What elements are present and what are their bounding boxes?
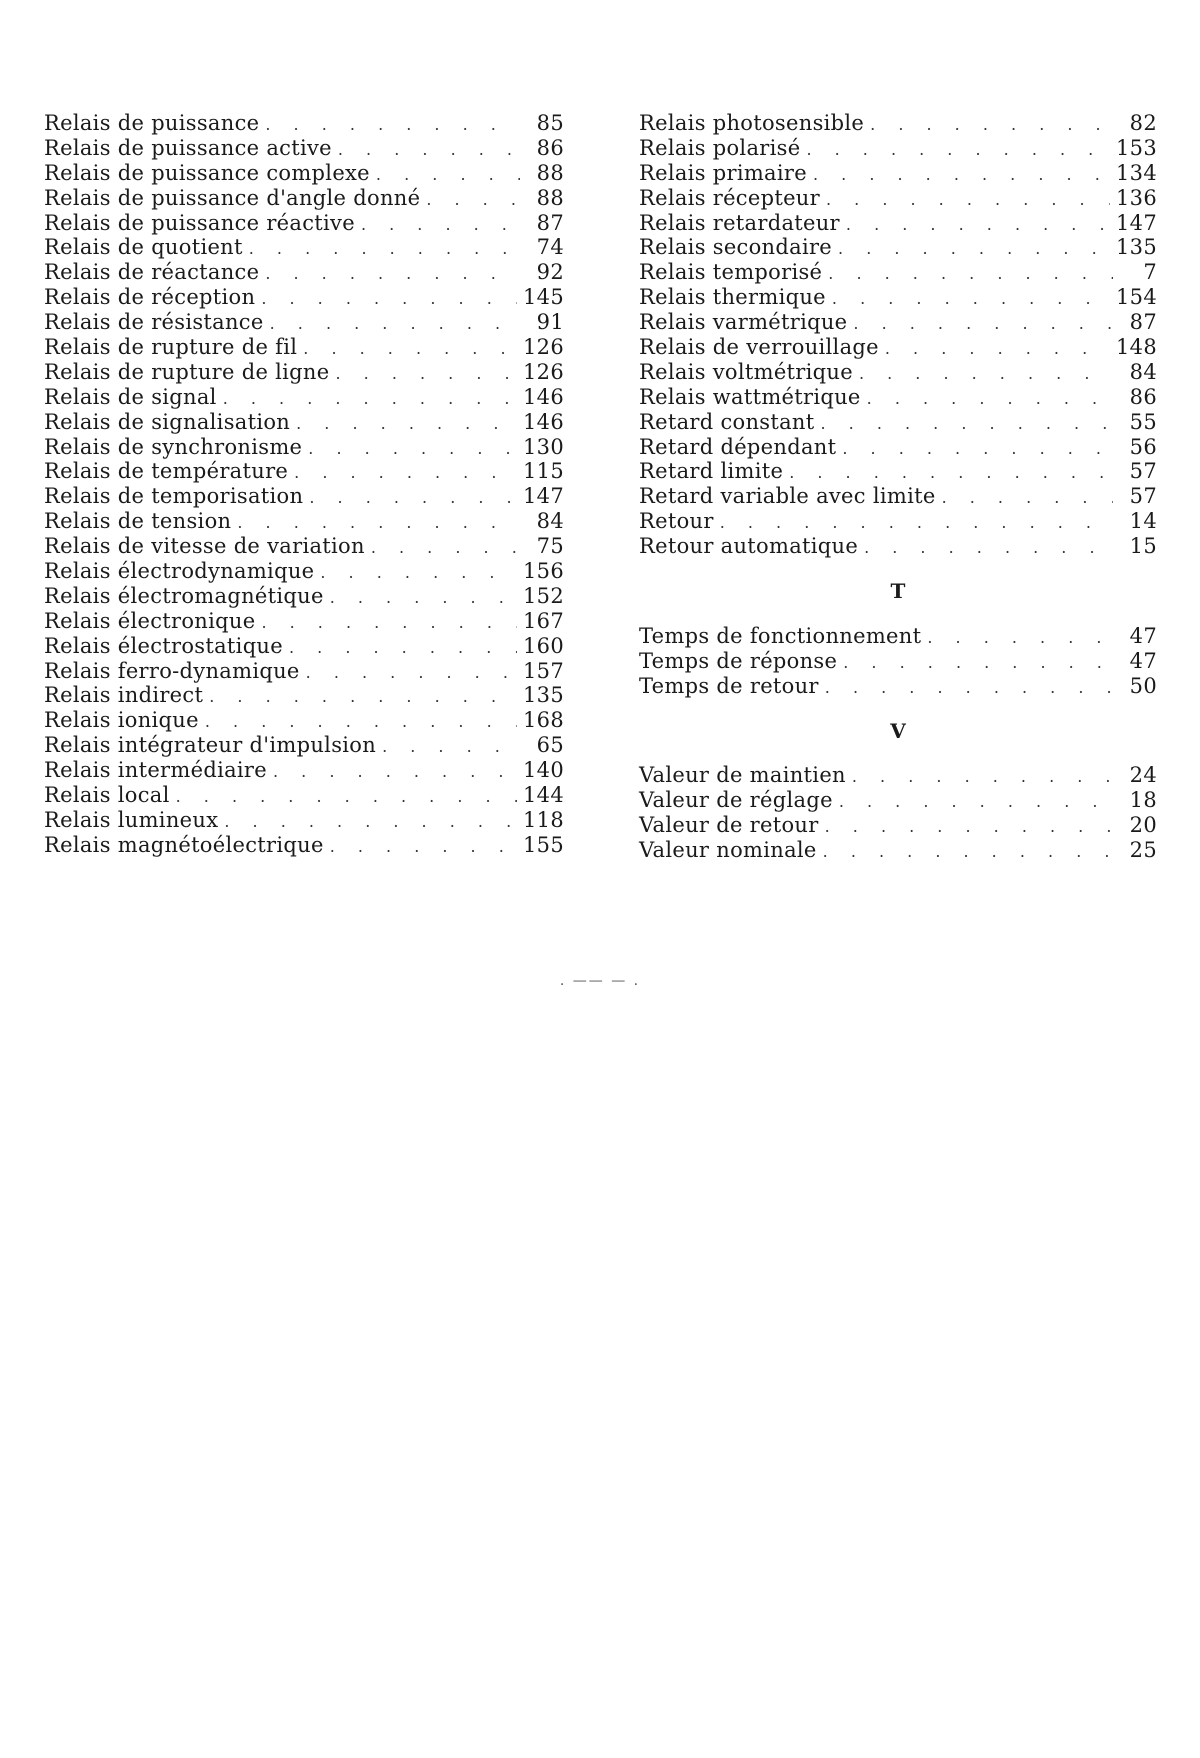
index-page-number: 55 bbox=[1119, 410, 1157, 435]
index-term: Relais de rupture de fil bbox=[44, 335, 297, 360]
index-page-number: 118 bbox=[523, 808, 564, 833]
index-term: Retard dépendant bbox=[639, 435, 836, 460]
index-entry bbox=[639, 674, 1157, 699]
index-term: Relais voltmétrique bbox=[639, 360, 853, 385]
index-entry bbox=[44, 509, 564, 534]
index-entry bbox=[639, 484, 1157, 509]
dot-leader bbox=[885, 337, 1110, 362]
index-entry bbox=[44, 136, 564, 161]
dot-leader bbox=[846, 213, 1110, 238]
dot-leader bbox=[838, 237, 1110, 262]
index-term: Relais lumineux bbox=[44, 808, 218, 833]
index-entry bbox=[44, 161, 564, 186]
index-entry bbox=[639, 788, 1157, 813]
section-heading-t: T bbox=[639, 579, 1157, 604]
index-term: Relais polarisé bbox=[639, 136, 800, 161]
index-entry bbox=[639, 136, 1157, 161]
index-term: Relais de quotient bbox=[44, 235, 243, 260]
index-entry bbox=[44, 708, 564, 733]
index-entry bbox=[639, 235, 1157, 260]
index-term: Relais électrodynamique bbox=[44, 559, 314, 584]
index-term: Valeur de retour bbox=[639, 813, 819, 838]
index-page-number: 152 bbox=[523, 584, 564, 609]
dot-leader bbox=[273, 760, 517, 785]
dot-leader bbox=[371, 536, 520, 561]
index-term: Relais de synchronisme bbox=[44, 435, 302, 460]
index-term: Relais de vitesse de variation bbox=[44, 534, 365, 559]
index-page-number: 115 bbox=[523, 459, 564, 484]
index-term: Relais de verrouillage bbox=[639, 335, 879, 360]
index-term: Retour automatique bbox=[639, 534, 858, 559]
dot-leader bbox=[249, 237, 520, 262]
index-entry bbox=[639, 186, 1157, 211]
index-entry bbox=[639, 211, 1157, 236]
index-page-number: 75 bbox=[526, 534, 564, 559]
index-entry bbox=[639, 624, 1157, 649]
index-term: Relais de signalisation bbox=[44, 410, 290, 435]
index-page-number: 86 bbox=[1119, 385, 1157, 410]
index-entry bbox=[44, 534, 564, 559]
index-entry bbox=[639, 360, 1157, 385]
index-term: Relais de puissance d'angle donné bbox=[44, 186, 420, 211]
index-term: Relais varmétrique bbox=[639, 310, 847, 335]
index-page-number: 56 bbox=[1119, 435, 1157, 460]
dot-leader bbox=[303, 337, 517, 362]
index-term: Temps de fonctionnement bbox=[639, 624, 921, 649]
index-entry bbox=[639, 260, 1157, 285]
index-entry bbox=[44, 235, 564, 260]
index-entry bbox=[44, 211, 564, 236]
dot-leader bbox=[205, 710, 517, 735]
index-page-number: 148 bbox=[1116, 335, 1157, 360]
section-heading-v: V bbox=[639, 719, 1157, 744]
index-page-number: 167 bbox=[523, 609, 564, 634]
dot-leader bbox=[927, 626, 1113, 651]
index-term: Valeur nominale bbox=[639, 838, 817, 863]
index-entry bbox=[44, 285, 564, 310]
index-term: Temps de retour bbox=[639, 674, 819, 699]
index-entry bbox=[639, 763, 1157, 788]
dot-leader bbox=[261, 287, 517, 312]
dot-leader bbox=[853, 312, 1113, 337]
index-section-v bbox=[639, 763, 1157, 863]
index-term: Valeur de maintien bbox=[639, 763, 846, 788]
index-term: Relais de tension bbox=[44, 509, 231, 534]
dot-leader bbox=[361, 213, 520, 238]
footer-mark: . —— — . bbox=[0, 973, 1200, 989]
index-page-number: 87 bbox=[526, 211, 564, 236]
index-entry bbox=[44, 584, 564, 609]
dot-leader bbox=[942, 486, 1113, 511]
index-entry bbox=[44, 659, 564, 684]
index-page-number: 91 bbox=[526, 310, 564, 335]
index-entry bbox=[44, 683, 564, 708]
index-entry bbox=[639, 649, 1157, 674]
index-entry bbox=[44, 111, 564, 136]
index-term: Relais temporisé bbox=[639, 260, 822, 285]
index-page-number: 147 bbox=[523, 484, 564, 509]
index-term: Relais de température bbox=[44, 459, 288, 484]
dot-leader bbox=[828, 262, 1113, 287]
spacer bbox=[639, 743, 1157, 763]
dot-leader bbox=[382, 735, 520, 760]
dot-leader bbox=[309, 486, 517, 511]
index-term: Relais de puissance réactive bbox=[44, 211, 355, 236]
index-term: Retour bbox=[639, 509, 714, 534]
index-page-number: 86 bbox=[526, 136, 564, 161]
index-page-number: 87 bbox=[1119, 310, 1157, 335]
index-page-number: 146 bbox=[523, 385, 564, 410]
index-page-number: 85 bbox=[526, 111, 564, 136]
index-entry bbox=[639, 385, 1157, 410]
index-page-number: 140 bbox=[523, 758, 564, 783]
index-term: Relais wattmétrique bbox=[639, 385, 861, 410]
index-entry bbox=[44, 310, 564, 335]
index-term: Relais de réactance bbox=[44, 260, 259, 285]
index-page-number: 57 bbox=[1119, 459, 1157, 484]
index-page-number: 144 bbox=[523, 783, 564, 808]
index-page-number: 25 bbox=[1119, 838, 1157, 863]
index-page-number: 88 bbox=[526, 161, 564, 186]
dot-leader bbox=[261, 611, 517, 636]
index-entry bbox=[639, 813, 1157, 838]
index-entry bbox=[639, 285, 1157, 310]
index-page bbox=[0, 0, 1200, 1758]
index-section-t bbox=[639, 624, 1157, 699]
index-term: Retard limite bbox=[639, 459, 783, 484]
index-term: Relais secondaire bbox=[639, 235, 832, 260]
dot-leader bbox=[813, 163, 1110, 188]
index-entry bbox=[44, 186, 564, 211]
index-term: Relais magnétoélectrique bbox=[44, 833, 324, 858]
index-entry bbox=[44, 783, 564, 808]
index-page-number: 74 bbox=[526, 235, 564, 260]
index-term: Retard constant bbox=[639, 410, 814, 435]
dot-leader bbox=[806, 138, 1110, 163]
index-entry bbox=[639, 111, 1157, 136]
index-entry bbox=[44, 559, 564, 584]
dot-leader bbox=[176, 785, 517, 810]
dot-leader bbox=[839, 790, 1113, 815]
index-term: Relais de temporisation bbox=[44, 484, 303, 509]
index-entry bbox=[639, 459, 1157, 484]
index-term: Relais retardateur bbox=[639, 211, 840, 236]
index-page-number: 156 bbox=[523, 559, 564, 584]
index-term: Relais ferro-dynamique bbox=[44, 659, 300, 684]
dot-leader bbox=[320, 561, 517, 586]
dot-leader bbox=[820, 412, 1113, 437]
index-term: Relais intégrateur d'impulsion bbox=[44, 733, 376, 758]
index-page-number: 20 bbox=[1119, 813, 1157, 838]
index-page-number: 84 bbox=[526, 509, 564, 534]
dot-leader bbox=[859, 362, 1113, 387]
index-entry bbox=[44, 360, 564, 385]
index-entry bbox=[44, 410, 564, 435]
index-term: Relais local bbox=[44, 783, 170, 808]
index-entry bbox=[44, 634, 564, 659]
index-entry bbox=[639, 435, 1157, 460]
index-term: Relais récepteur bbox=[639, 186, 820, 211]
dot-leader bbox=[294, 461, 517, 486]
index-page-number: 88 bbox=[526, 186, 564, 211]
index-entry bbox=[639, 410, 1157, 435]
index-page-number: 160 bbox=[523, 634, 564, 659]
index-column-left bbox=[44, 111, 564, 858]
index-page-number: 47 bbox=[1119, 624, 1157, 649]
index-term: Relais de résistance bbox=[44, 310, 264, 335]
index-term: Relais intermédiaire bbox=[44, 758, 267, 783]
index-page-number: 168 bbox=[523, 708, 564, 733]
dot-leader bbox=[832, 287, 1110, 312]
dot-leader bbox=[289, 636, 517, 661]
dot-leader bbox=[265, 262, 520, 287]
index-entry bbox=[44, 808, 564, 833]
dot-leader bbox=[209, 685, 517, 710]
index-term: Relais de puissance complexe bbox=[44, 161, 370, 186]
index-entry bbox=[44, 833, 564, 858]
index-entry bbox=[639, 335, 1157, 360]
index-entry bbox=[44, 260, 564, 285]
index-page-number: 157 bbox=[523, 659, 564, 684]
index-page-number: 47 bbox=[1119, 649, 1157, 674]
index-term: Relais de puissance bbox=[44, 111, 259, 136]
spacer bbox=[639, 604, 1157, 624]
index-page-number: 84 bbox=[1119, 360, 1157, 385]
index-page-number: 92 bbox=[526, 260, 564, 285]
index-entry bbox=[44, 459, 564, 484]
dot-leader bbox=[330, 835, 517, 860]
dot-leader bbox=[335, 362, 517, 387]
dot-leader bbox=[789, 461, 1113, 486]
dot-leader bbox=[224, 810, 517, 835]
spacer bbox=[639, 559, 1157, 579]
index-entry bbox=[639, 161, 1157, 186]
dot-leader bbox=[308, 437, 517, 462]
index-page-number: 134 bbox=[1116, 161, 1157, 186]
dot-leader bbox=[867, 387, 1113, 412]
index-column-right bbox=[639, 111, 1157, 863]
dot-leader bbox=[864, 536, 1113, 561]
index-entry bbox=[44, 435, 564, 460]
dot-leader bbox=[296, 412, 517, 437]
index-term: Relais de puissance active bbox=[44, 136, 332, 161]
index-page-number: 15 bbox=[1119, 534, 1157, 559]
index-term: Relais thermique bbox=[639, 285, 826, 310]
index-section-r bbox=[639, 111, 1157, 559]
dot-leader bbox=[870, 113, 1113, 138]
index-entry bbox=[44, 758, 564, 783]
index-term: Relais photosensible bbox=[639, 111, 864, 136]
index-page-number: 65 bbox=[526, 733, 564, 758]
index-page-number: 135 bbox=[523, 683, 564, 708]
index-term: Relais indirect bbox=[44, 683, 203, 708]
dot-leader bbox=[825, 815, 1113, 840]
index-entry bbox=[44, 335, 564, 360]
dot-leader bbox=[823, 840, 1113, 865]
index-term: Relais électromagnétique bbox=[44, 584, 324, 609]
index-term: Relais de rupture de ligne bbox=[44, 360, 329, 385]
index-page-number: 24 bbox=[1119, 763, 1157, 788]
index-page-number: 145 bbox=[523, 285, 564, 310]
index-entry bbox=[639, 534, 1157, 559]
index-entry bbox=[44, 609, 564, 634]
index-page-number: 130 bbox=[523, 435, 564, 460]
dot-leader bbox=[826, 188, 1110, 213]
index-page-number: 135 bbox=[1116, 235, 1157, 260]
index-page-number: 7 bbox=[1119, 260, 1157, 285]
index-term: Relais de réception bbox=[44, 285, 255, 310]
index-page-number: 126 bbox=[523, 360, 564, 385]
dot-leader bbox=[720, 511, 1113, 536]
index-page-number: 154 bbox=[1116, 285, 1157, 310]
index-term: Retard variable avec limite bbox=[639, 484, 936, 509]
index-page-number: 82 bbox=[1119, 111, 1157, 136]
dot-leader bbox=[426, 188, 520, 213]
index-term: Relais électronique bbox=[44, 609, 255, 634]
index-page-number: 155 bbox=[523, 833, 564, 858]
dot-leader bbox=[842, 437, 1113, 462]
index-term: Relais ionique bbox=[44, 708, 199, 733]
index-page-number: 126 bbox=[523, 335, 564, 360]
dot-leader bbox=[852, 765, 1113, 790]
index-entry bbox=[639, 310, 1157, 335]
index-page-number: 50 bbox=[1119, 674, 1157, 699]
dot-leader bbox=[237, 511, 520, 536]
index-entry bbox=[639, 838, 1157, 863]
index-entry bbox=[44, 733, 564, 758]
index-page-number: 57 bbox=[1119, 484, 1157, 509]
index-page-number: 136 bbox=[1116, 186, 1157, 211]
dot-leader bbox=[265, 113, 520, 138]
index-entry bbox=[44, 484, 564, 509]
index-term: Relais électrostatique bbox=[44, 634, 283, 659]
index-term: Valeur de réglage bbox=[639, 788, 833, 813]
dot-leader bbox=[338, 138, 520, 163]
index-page-number: 14 bbox=[1119, 509, 1157, 534]
dot-leader bbox=[306, 661, 517, 686]
dot-leader bbox=[270, 312, 520, 337]
dot-leader bbox=[843, 651, 1113, 676]
dot-leader bbox=[825, 676, 1113, 701]
dot-leader bbox=[376, 163, 520, 188]
dot-leader bbox=[223, 387, 517, 412]
index-page-number: 153 bbox=[1116, 136, 1157, 161]
index-page-number: 147 bbox=[1116, 211, 1157, 236]
index-term: Relais de signal bbox=[44, 385, 217, 410]
index-entry bbox=[44, 385, 564, 410]
dot-leader bbox=[330, 586, 517, 611]
index-entry bbox=[639, 509, 1157, 534]
index-page-number: 18 bbox=[1119, 788, 1157, 813]
spacer bbox=[639, 699, 1157, 719]
index-term: Relais primaire bbox=[639, 161, 807, 186]
index-page-number: 146 bbox=[523, 410, 564, 435]
index-term: Temps de réponse bbox=[639, 649, 837, 674]
